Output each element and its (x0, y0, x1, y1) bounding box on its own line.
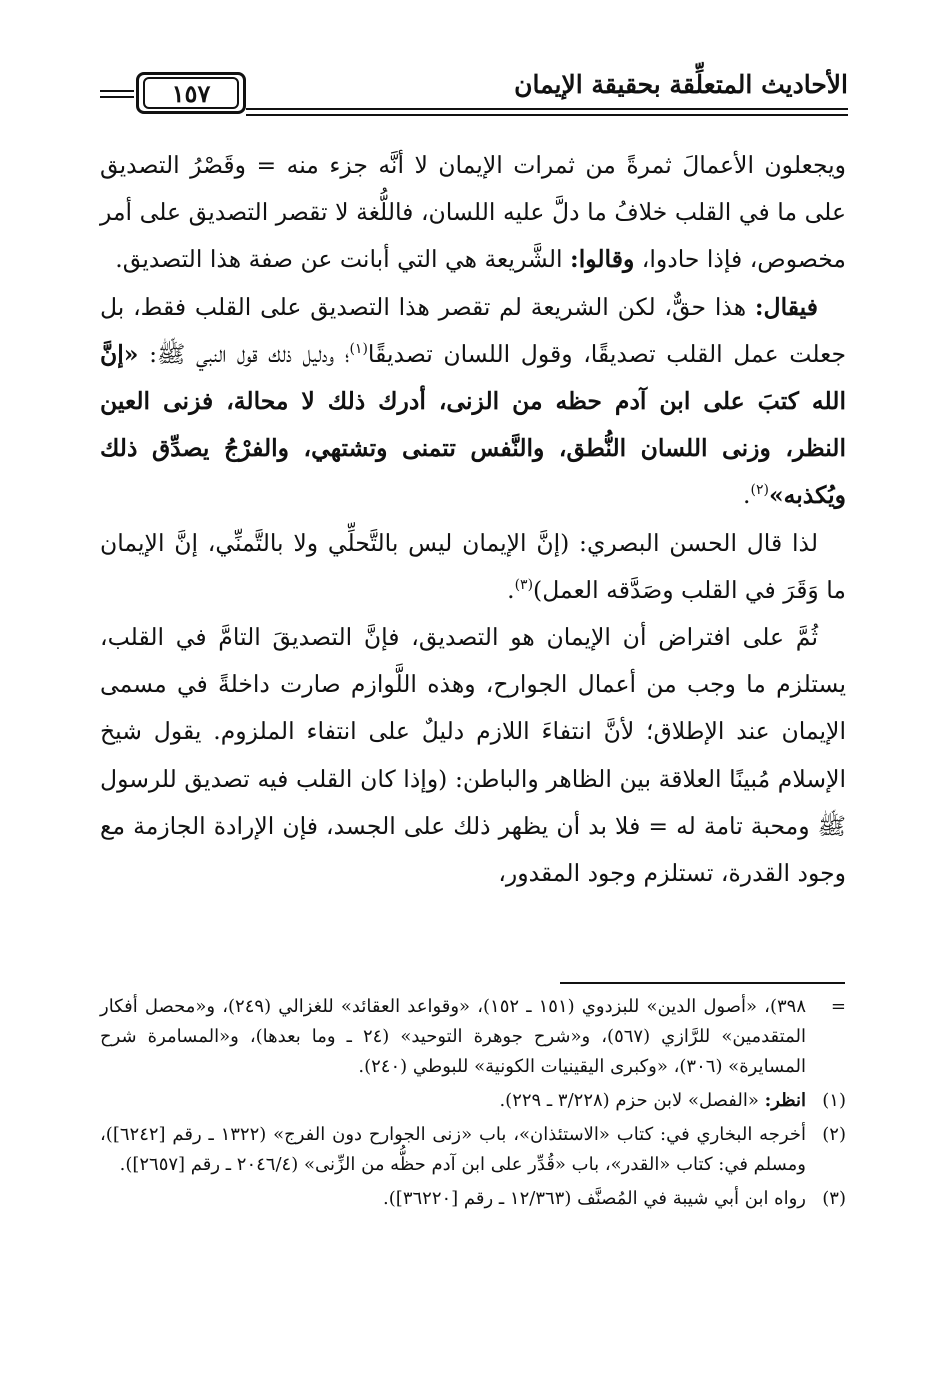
paragraph-2-text-a: هذا حقٌّ، لكن الشريعة لم تقصر هذا التصديق على القلب فقط، بل جعلت عمل القلب تصديقًا، وقول اللسان تصديقًا (100, 292, 846, 368)
footnote-marker: (٢) (822, 1124, 846, 1145)
page-header (96, 60, 848, 130)
hadith-quote: «إنَّ الله كتبَ على ابن آدم حظه من الزنى، أدرك ذلك لا محالة، فزنى العين النظر، وزنى اللسان النُّطق، والنَّفس تتمنى وتشتهي، والفرْجُ يصدِّق ذلك ويُكذبه» (100, 339, 846, 510)
paragraph-2-bold: فيقال: (754, 292, 818, 321)
paragraph-3 (100, 520, 846, 614)
paragraph-4-text: ثُمَّ على افتراض أن الإيمان هو التصديق، فإنَّ التصديقَ التامَّ في القلب، يستلزم ما وجب من أعمال الجوارح، وهذه اللَّوازم صارت داخلةً في مسمى الإيمان عند الإطلاق؛ لأنَّ انتفاءَ اللازم دليلٌ على انتفاء الملزوم. يقول شيخ الإسلام مُبينًا العلاقة بين الظاهر والباطن: (وإذا كان القلب فيه تصديق للرسول ﷺ ومحبة تامة له = فلا بد أن يظهر ذلك على الجسد، فإن الإرادة الجازمة مع وجود القدرة، تستلزم وجود المقدور، (100, 623, 846, 888)
footnote-continued (100, 992, 846, 1082)
footnote-3 (100, 1184, 846, 1214)
header-rule (246, 108, 848, 110)
paragraph-2-end: . (743, 481, 751, 510)
footnote-marker: (١) (822, 1090, 846, 1111)
footnote-marker: (٣) (822, 1188, 846, 1209)
footnote-1 (100, 1086, 846, 1116)
footnote-2 (100, 1120, 846, 1180)
footnotes (100, 992, 846, 1214)
footnote-text: رواه ابن أبي شيبة في المُصنَّف (١٢/٣٦٣ ـ رقم [٣٦٢٢٠]). (383, 1188, 806, 1209)
paragraph-1-end: الشَّريعة هي التي أبانت عن صفة هذا التصديق. (115, 245, 563, 274)
footnote-text: ٣٩٨)، «أصول الدين» للبزدوي (١٥١ ـ ١٥٢)، «وقواعد العقائد» للغزالي (٢٤٩)، و«محصل أفكار المتقدمين» للرَّازي (٥٦٧)، و«شرح جوهرة التوحيد» (٢٤ ـ وما بعدها)، و«المسامرة شرح المسايرة» (٣٠٦)، «وكبرى اليقينيات الكونية» للبوطي (٢٤٠). (100, 996, 806, 1077)
footnote-bold-lead: انظر: (764, 1090, 806, 1111)
footnote-text (100, 1086, 806, 1116)
footnote-ref-3[interactable]: (٣) (514, 577, 534, 593)
paragraph-2-text-b: ؛ ودليل ذلك قول النبي ﷺ: (149, 339, 350, 368)
paragraph-2 (100, 284, 846, 520)
paragraph-3-end: . (507, 575, 515, 604)
footnote-body: «الفصل» لابن حزم (٣/٢٢٨ ـ ٢٢٩). (499, 1090, 759, 1111)
paragraph-4 (100, 614, 846, 897)
header-rule (246, 114, 848, 116)
paragraph-3-text: لذا قال الحسن البصري: (إنَّ الإيمان ليس بالتَّحلِّي ولا بالتَّمنِّي، إنَّ الإيمان ما وَقَرَ في القلب وصَدَّقه العمل) (100, 528, 846, 604)
paragraph-1-text: ويجعلون الأعمالَ ثمرةً من ثمرات الإيمان لا أنَّه جزء منه = وقَصْرُ التصديق على ما في القلب خلافُ ما دلَّ عليه اللسان، فاللُّغة لا تقصر التصديق على أمر مخصوص، فإذا حادوا، (100, 151, 846, 274)
footnote-text: أخرجه البخاري في: كتاب «الاستئذان»، باب «زنى الجوارح دون الفرج» (١٣٢٢ ـ رقم [٦٢٤٢])، ومسلم في: كتاب «القدر»، باب «قُدِّر على ابن آدم حظُّه من الزِّنى» (٢٠٤٦/٤ ـ رقم [٢٦٥٧]). (100, 1124, 806, 1175)
header-rule-left (100, 96, 134, 98)
header-rule-left (100, 90, 134, 92)
page-number: ١٥٧ (143, 77, 239, 109)
main-text (100, 142, 846, 897)
footnote-marker: = (830, 996, 846, 1017)
footnote-ref-1[interactable]: (١) (349, 340, 368, 357)
footnote-separator (560, 982, 845, 984)
footnote-ref-2[interactable]: (٢) (750, 482, 769, 499)
paragraph-1-bold: وقالوا: (570, 245, 635, 274)
paragraph-1 (100, 142, 846, 284)
running-title: الأحاديث المتعلِّقة بحقيقة الإيمان (514, 70, 848, 99)
page-number-frame (136, 72, 246, 114)
